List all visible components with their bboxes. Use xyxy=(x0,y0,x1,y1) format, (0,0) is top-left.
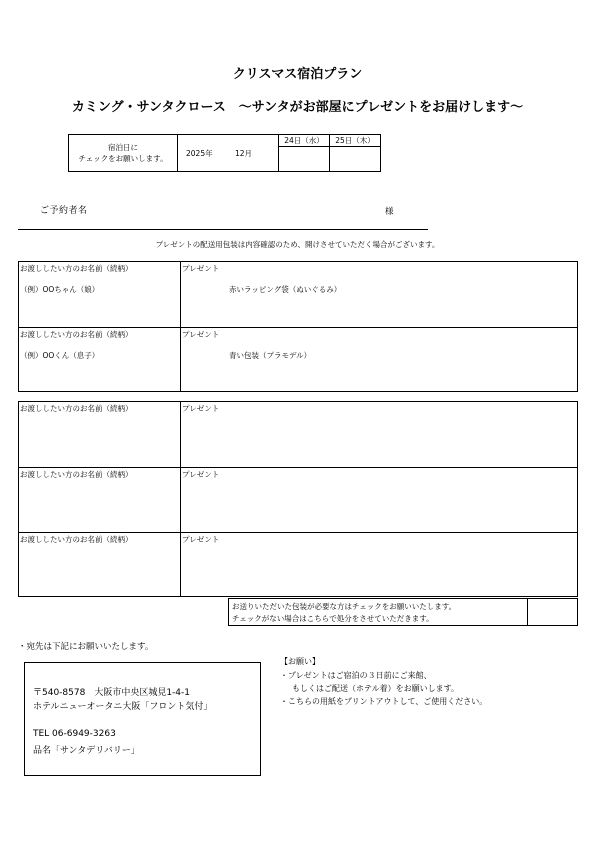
stay-year-month-cell xyxy=(178,135,279,172)
table-row xyxy=(19,327,577,392)
stay-date-label xyxy=(69,135,178,172)
day-25-header: 25日（木） xyxy=(330,135,381,147)
packaging-check-line2: チェックがない場合はこちらで処分をさせていただきます。 xyxy=(232,614,434,623)
packaging-check-line1: お送りいただいた包装が必要な方はチェックをお願いいたします。 xyxy=(232,602,457,611)
stay-date-label-line1: 宿泊日に xyxy=(108,143,138,152)
requests-line1: ・プレゼントはご宿泊の３日前にご来館、 xyxy=(280,671,432,680)
entry-table xyxy=(18,401,578,597)
address-box xyxy=(24,662,261,776)
requests-line2: もしくはご配送（ホテル着）をお願いします。 xyxy=(292,684,459,693)
table-row xyxy=(19,262,577,327)
table-row[interactable] xyxy=(19,467,577,532)
stay-month: 12月 xyxy=(234,148,253,158)
recipient-header: お渡ししたい方のお名前（続柄） xyxy=(20,264,133,273)
day-24-checkbox[interactable] xyxy=(279,147,330,172)
recipient-example: （例）OOくん（息子） xyxy=(20,351,100,360)
day-25-checkbox[interactable] xyxy=(330,147,381,172)
present-header: プレゼント xyxy=(182,404,220,413)
stay-date-table xyxy=(68,134,381,172)
table-row[interactable] xyxy=(19,402,577,467)
packaging-notice: プレゼントの配送用包装は内容確認のため、開けさせていただく場合がございます。 xyxy=(155,240,440,249)
document-title: クリスマス宿泊プラン xyxy=(232,67,363,82)
recipient-header: お渡ししたい方のお名前（続柄） xyxy=(20,470,133,479)
address-postal: 〒540-8578 大阪市中央区城見1-4-1 xyxy=(33,688,191,698)
present-header: プレゼント xyxy=(182,264,220,273)
address-tel: TEL 06-6949-3263 xyxy=(33,729,116,739)
reservation-name-label: ご予約者名 xyxy=(40,206,88,216)
stay-date-label-line2: チェックをお願いします。 xyxy=(78,154,168,163)
address-item-name: 品名「サンタデリバリー」 xyxy=(33,746,140,756)
present-example: 青い包装（プラモデル） xyxy=(229,351,312,360)
packaging-check-box xyxy=(228,598,578,626)
reservation-name-suffix: 様 xyxy=(385,207,394,217)
requests-line3: ・こちらの用紙をプリントアウトして、ご使用ください。 xyxy=(280,697,488,706)
stay-year: 2025年 xyxy=(186,148,213,158)
document-subtitle: カミング・サンタクロース ～サンタがお部屋にプレゼントをお届けします～ xyxy=(71,100,524,115)
address-lead: ・宛先は下記にお願いいたします。 xyxy=(18,642,154,652)
requests-heading: 【お願い】 xyxy=(280,657,320,666)
recipient-header: お渡ししたい方のお名前（続柄） xyxy=(20,535,133,544)
example-table xyxy=(18,261,578,392)
day-24-header: 24日（水） xyxy=(279,135,330,147)
recipient-example: （例）OOちゃん（娘） xyxy=(20,285,100,294)
packaging-checkbox[interactable] xyxy=(528,599,577,625)
table-row[interactable] xyxy=(19,532,577,597)
present-header: プレゼント xyxy=(182,535,220,544)
recipient-header: お渡ししたい方のお名前（続柄） xyxy=(20,330,133,339)
recipient-header: お渡ししたい方のお名前（続柄） xyxy=(20,404,133,413)
present-header: プレゼント xyxy=(182,330,220,339)
present-example: 赤いラッピング袋（ぬいぐるみ） xyxy=(229,285,342,294)
present-header: プレゼント xyxy=(182,470,220,479)
address-hotel: ホテルニューオータニ大阪「フロント気付」 xyxy=(33,702,213,712)
